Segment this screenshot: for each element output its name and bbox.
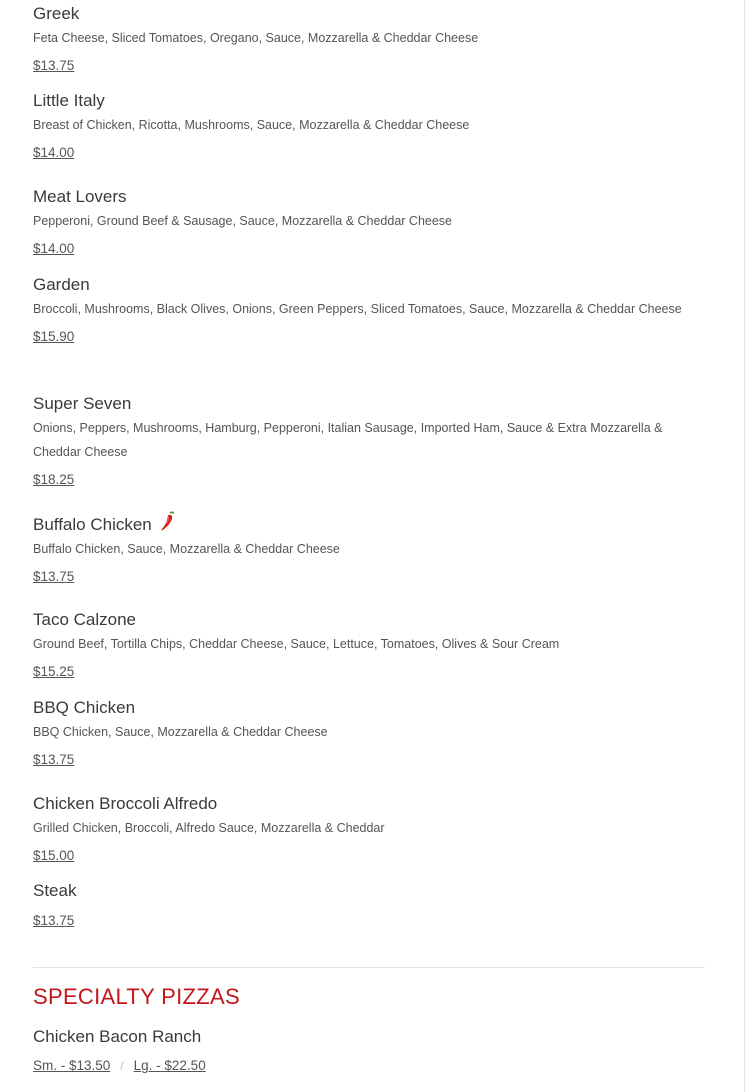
- item-description: Onions, Peppers, Mushrooms, Hamburg, Pepperoni, Italian Sausage, Imported Ham, Sauce & Extra Mozzarella & Cheddar Cheese: [33, 421, 663, 459]
- item-name: Garden: [33, 275, 90, 294]
- menu-item-buffalo-chicken: [33, 514, 705, 586]
- item-description: BBQ Chicken, Sauce, Mozzarella & Cheddar Cheese: [33, 725, 328, 739]
- item-description: Grilled Chicken, Broccoli, Alfredo Sauce, Mozzarella & Cheddar: [33, 821, 385, 835]
- item-price-link[interactable]: $13.75: [33, 569, 75, 584]
- item-price-link[interactable]: $14.00: [33, 145, 75, 160]
- item-price-link[interactable]: $15.00: [33, 848, 75, 863]
- menu-item-meat-lovers: [33, 186, 705, 258]
- item-name: Taco Calzone: [33, 610, 137, 629]
- item-name-row: [33, 514, 705, 536]
- item-name: Chicken Bacon Ranch: [33, 1027, 202, 1046]
- item-description: Pepperoni, Ground Beef & Sausage, Sauce, Mozzarella & Cheddar Cheese: [33, 214, 453, 228]
- menu-item-super-seven: [33, 393, 705, 489]
- section-divider: [33, 967, 705, 968]
- menu-item-little-italy: [33, 90, 705, 162]
- item-description: Ground Beef, Tortilla Chips, Cheddar Cheese, Sauce, Lettuce, Tomatoes, Olives & Sour Cream: [33, 637, 560, 651]
- item-description: Broccoli, Mushrooms, Black Olives, Onions, Green Peppers, Sliced Tomatoes, Sauce, Mozzarella & Cheddar Cheese: [33, 302, 682, 316]
- menu-item-bbq-chicken: [33, 697, 705, 769]
- item-name: Chicken Broccoli Alfredo: [33, 794, 218, 813]
- item-price-link[interactable]: $13.75: [33, 752, 75, 767]
- item-name: Super Seven: [33, 394, 132, 413]
- item-price-link[interactable]: $14.00: [33, 241, 75, 256]
- small-price-link[interactable]: Sm. - $13.50: [33, 1058, 111, 1073]
- item-name: Greek: [33, 4, 80, 23]
- item-price-link[interactable]: $13.75: [33, 58, 75, 73]
- item-name: BBQ Chicken: [33, 698, 136, 717]
- menu-item-greek: [33, 3, 705, 75]
- item-description: Feta Cheese, Sliced Tomatoes, Oregano, Sauce, Mozzarella & Cheddar Cheese: [33, 31, 479, 45]
- large-price-link[interactable]: Lg. - $22.50: [133, 1058, 206, 1073]
- menu-item-steak: [33, 880, 705, 930]
- menu-item-chicken-bacon-ranch: [33, 1026, 705, 1073]
- item-name: Buffalo Chicken: [33, 515, 152, 534]
- item-name: Steak: [33, 881, 77, 900]
- item-price-link[interactable]: $13.75: [33, 913, 75, 928]
- size-prices: [33, 1058, 705, 1073]
- item-price-link[interactable]: $15.25: [33, 664, 75, 679]
- menu-item-garden: [33, 274, 705, 346]
- section-title: SPECIALTY PIZZAS: [33, 984, 240, 1009]
- menu-item-chicken-broccoli-alfredo: [33, 793, 705, 865]
- price-separator: /: [120, 1058, 124, 1073]
- item-price-link[interactable]: $15.90: [33, 329, 75, 344]
- menu-item-taco-calzone: [33, 609, 705, 681]
- chili-pepper-icon: [158, 511, 178, 533]
- item-description: Breast of Chicken, Ricotta, Mushrooms, Sauce, Mozzarella & Cheddar Cheese: [33, 118, 470, 132]
- item-name: Meat Lovers: [33, 187, 127, 206]
- item-name: Little Italy: [33, 91, 105, 110]
- item-description: Buffalo Chicken, Sauce, Mozzarella & Cheddar Cheese: [33, 542, 340, 556]
- item-price-link[interactable]: $18.25: [33, 472, 75, 487]
